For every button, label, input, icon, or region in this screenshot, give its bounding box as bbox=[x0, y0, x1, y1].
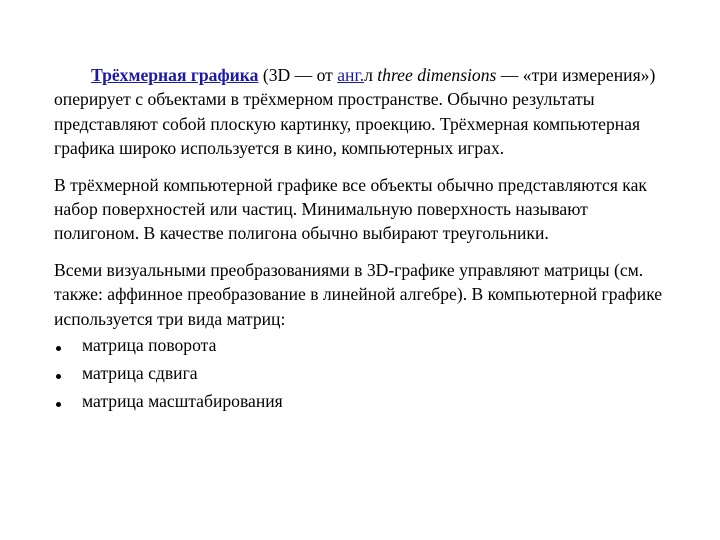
paragraph-matrices: Всеми визуальными преобразованиями в 3D-графике управляют матрицы (см. также: аффинное преобразование в линейной алгебре). В компьютерной графике используется три вида матриц: bbox=[54, 259, 663, 329]
term-link-3d-graphics[interactable]: Трёхмерная графика bbox=[91, 65, 259, 85]
intro-text-b: л bbox=[364, 65, 378, 85]
paragraph-intro bbox=[54, 63, 674, 161]
list-item bbox=[54, 359, 674, 387]
paragraph-polygons: В трёхмерной компьютерной графике все объекты обычно представляются как набор поверхностей или частиц. Минимальную поверхность называют полигоном. В качестве полигона обычно выбирают треугольники. bbox=[54, 174, 647, 244]
bullet-icon bbox=[56, 374, 61, 379]
list-item-label: матрица сдвига bbox=[82, 363, 198, 384]
list-item-label: матрица масштабирования bbox=[82, 391, 283, 412]
list-item-label: матрица поворота bbox=[82, 335, 217, 356]
text-body bbox=[54, 63, 674, 415]
list-item bbox=[54, 331, 674, 359]
intro-text-a: (3D — от bbox=[258, 65, 338, 85]
intro-text-c: — «три измерения») оперирует с объектами в трёхмерном пространстве. Обычно результаты представляют собой плоскую картинку, проекцию. Трёхмерная компьютерная графика широко используется в кино, компьютерных играх. bbox=[54, 65, 656, 159]
matrix-types-list bbox=[54, 331, 674, 415]
bullet-icon bbox=[56, 402, 61, 407]
bullet-icon bbox=[56, 346, 61, 351]
list-item bbox=[54, 387, 674, 415]
intro-italic-term: three dimensions bbox=[377, 65, 497, 85]
abbr-link-english[interactable]: анг. bbox=[337, 65, 365, 85]
